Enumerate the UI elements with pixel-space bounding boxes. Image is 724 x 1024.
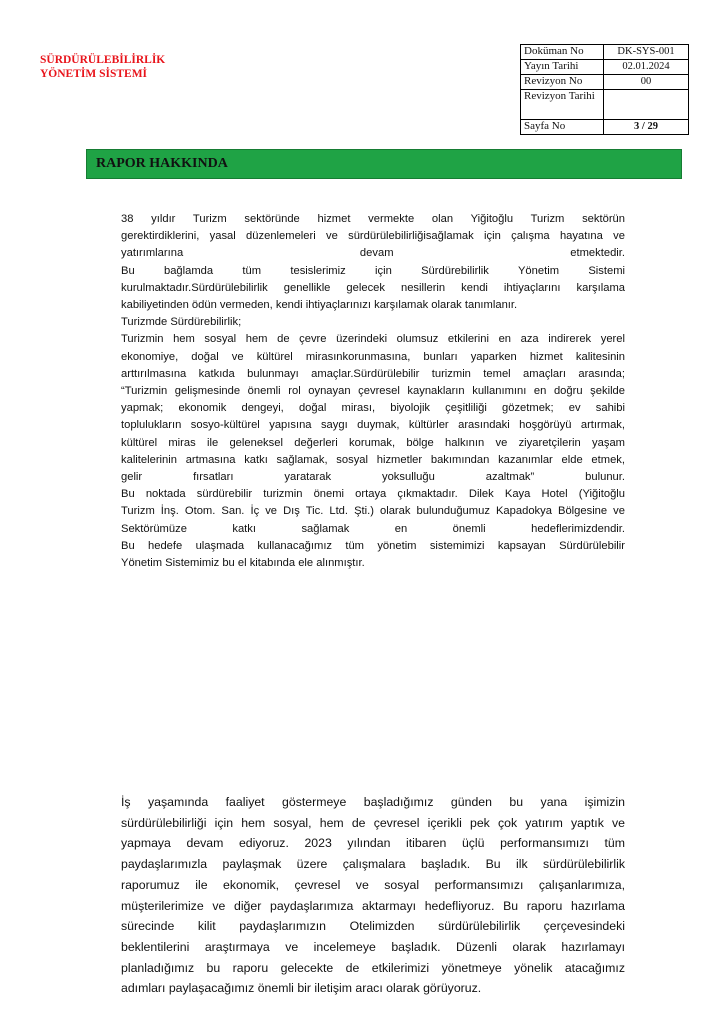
document-info-table [520, 44, 689, 135]
text-line: gerektirdiklerini, yasal düzenlemeleri ve sürdürülebilirliğisağlamak için çalışma hayatına ve [121, 230, 625, 243]
text-line: Turizm İnş. Otom. San. İç ve Dış Tic. Ltd. Şti.) olarak bulunduğumuz Kapadokya Bölgesine ve [121, 505, 625, 518]
text-line: 38 yıldır Turizm sektöründe hizmet vermekte olan Yiğitoğlu Turizm sektörün [121, 213, 625, 225]
text-line: beklentilerini araştırmaya ve incelemeye başladık. Düzenli olarak hazırlamayı [121, 939, 625, 954]
text-line: müşterilerimize ve diğer paydaşlarımıza aktarmayı hedefliyoruz. Bu raporu hazırlama [121, 898, 625, 913]
intro-paragraph [121, 211, 625, 572]
brand-line-1: SÜRDÜRÜLEBİLİRLİK [40, 54, 166, 66]
text-line: toplulukların sosyo-kültürel yapısına saygı duymak, kültürler arasındaki hoşgörüyü artırmak, [121, 419, 625, 432]
text-line: adımları paylaşacağımız önemli bir iletişim aracı olarak görüyoruz. [121, 981, 482, 996]
revision-date-label: Revizyon Tarihi [521, 90, 604, 120]
text-line: Bu hedefe ulaşmada kullanacağımız tüm yönetim sistemimizi kapsayan Sürdürülebilir [121, 539, 625, 552]
text-line: kültürel miras ile geleneksel değerleri korumak, bölge halkının ve ziyaretçilerin yaşam [121, 436, 625, 449]
text-line: Turizmin hem sosyal hem de çevre üzerindeki olumsuz etkilerini en aza indirerek yerel [121, 333, 625, 346]
text-line: İş yaşamında faaliyet göstermeye başladığımız günden bu yana işimizin [121, 795, 625, 809]
text-line: Turizmde Sürdürebilirlik; [121, 316, 242, 329]
publish-date-value: 02.01.2024 [604, 60, 689, 75]
table-row [521, 60, 689, 75]
text-line: paydaşlarımızla paylaşmak üzere çalışmalara başladık. Bu ilk sürdürülebilirlik [121, 857, 625, 872]
text-line: ekonomiye, doğal ve kültürel mirasınkorunmasına, bunları yaparken hizmet kalitesinin [121, 350, 625, 363]
text-line: Bu bağlamda tüm tesislerimiz için Sürdürebilirlik Yönetim Sistemi [121, 264, 625, 277]
text-line: gelir fırsatları yaratarak yoksulluğu azaltmak” bulunur. [121, 471, 625, 484]
doc-no-label: Doküman No [521, 45, 604, 60]
text-line: sürdürülebilirliği için hem sosyal, hem de çevresel içerikli pek çok yatırım yaptık ve [121, 815, 625, 830]
text-line: Yönetim Sistemimiz bu el kitabında ele alınmıştır. [121, 557, 365, 570]
text-line: yapmaya devam ediyoruz. 2023 yılından itibaren üçlü performansımızı tüm [121, 836, 625, 851]
text-line: kabiliyetinden ödün vermeden, kendi ihtiyaçlarınızı karşılamak olarak tanımlanır. [121, 299, 518, 312]
text-line: sürecinde kilit paydaşlarımızın Otelimizden sürdürülebilirlik çerçevesindeki [121, 919, 625, 934]
text-line: Sektörümüze katkı sağlamak en önemli hedeflerimizdendir. [121, 522, 625, 535]
brand-title [40, 53, 165, 81]
text-line: arttırılmasına katkıda bulunmayı amaçlar.Sürdürülebilir turizmin temel amaçları arasında; [121, 367, 625, 380]
text-line: raporumuz ile ekonomik, çevresel ve sosyal performansımızı çalışanlarımıza, [121, 877, 625, 892]
text-line: “Turizmin gelişmesinde önemli rol oynayan çevresel kaynakların kullanımını en doğru şekilde [121, 385, 625, 398]
revision-no-label: Revizyon No [521, 75, 604, 90]
table-row [521, 45, 689, 60]
text-line: kurulmaktadır.Sürdürülebilirlik genellikle gelecek nesillerin kendi ihtiyaçlarını karşılama [121, 281, 625, 294]
page-no-label: Sayfa No [521, 120, 604, 135]
revision-no-value: 00 [604, 75, 689, 90]
section-banner [86, 149, 682, 179]
publish-date-label: Yayın Tarihi [521, 60, 604, 75]
section-title: RAPOR HAKKINDA [96, 156, 228, 171]
brand-line-2: YÖNETİM SİSTEMİ [40, 68, 148, 80]
text-line: planladığımız bu raporu gelecekte de etkilerimizi yönetmeye yönelik atacağımız [121, 960, 625, 975]
table-row [521, 120, 689, 135]
page-no-value: 3 / 29 [604, 120, 689, 135]
revision-date-value [604, 90, 689, 120]
report-paragraph [121, 792, 625, 999]
text-line: yatırımlarına devam etmektedir. [121, 247, 625, 260]
doc-no-value: DK-SYS-001 [604, 45, 689, 60]
table-row [521, 75, 689, 90]
table-row [521, 90, 689, 120]
text-line: Bu noktada sürdürebilir turizmin önemi ortaya çıkmaktadır. Dilek Kaya Hotel (Yiğitoğlu [121, 488, 625, 501]
text-line: kalitelerinin artmasına katkı sağlamak, sosyal hizmetler bakımından kazanımlar elde etmek, [121, 453, 625, 466]
text-line: yapmak; ekonomik dengeyi, doğal mirası, biyolojik çeşitliliği gözetmek; ev sahibi [121, 402, 625, 415]
